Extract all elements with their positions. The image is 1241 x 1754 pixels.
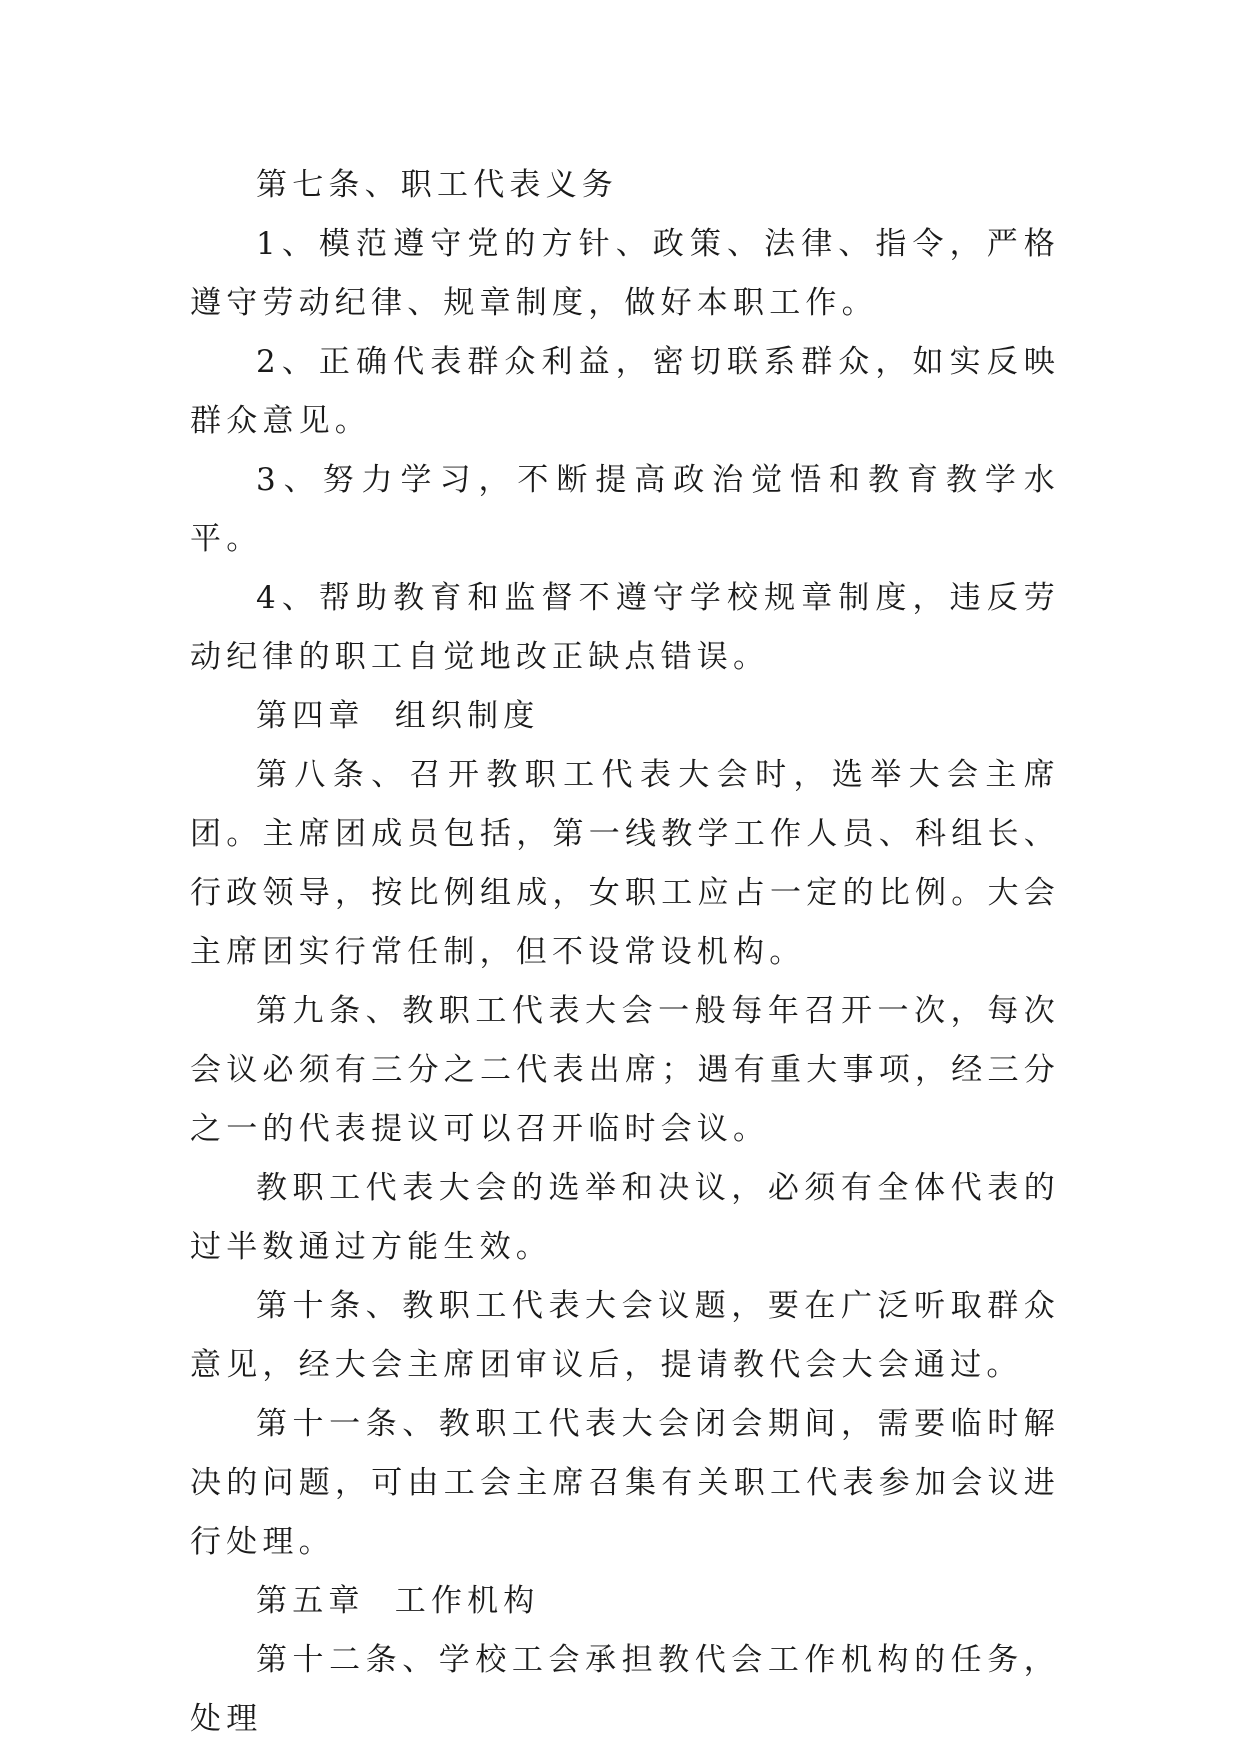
duty-item-3: 3、努力学习，不断提高政治觉悟和教育教学水平。 bbox=[190, 462, 1060, 557]
voting-paragraph: 教职工代表大会的选举和决议，必须有全体代表的过半数通过方能生效。 bbox=[190, 1170, 1060, 1265]
chapter-4-heading: 第四章 组织制度 bbox=[256, 698, 540, 734]
duty-item-1: 1、模范遵守党的方针、政策、法律、指令，严格遵守劳动纪律、规章制度，做好本职工作。 bbox=[190, 226, 1060, 321]
chapter-5-heading: 第五章 工作机构 bbox=[256, 1583, 540, 1619]
duty-item-2: 2、正确代表群众利益，密切联系群众，如实反映群众意见。 bbox=[190, 344, 1060, 439]
article-12-paragraph: 第十二条、学校工会承担教代会工作机构的任务，处理 bbox=[190, 1642, 1060, 1737]
article-8-paragraph: 第八条、召开教职工代表大会时，选举大会主席团。主席团成员包括，第一线教学工作人员、科组长、行政领导，按比例组成，女职工应占一定的比例。大会主席团实行常任制，但不设常设机构。 bbox=[190, 757, 1060, 970]
duty-item-4: 4、帮助教育和监督不遵守学校规章制度，违反劳动纪律的职工自觉地改正缺点错误。 bbox=[190, 580, 1060, 675]
article-10-paragraph: 第十条、教职工代表大会议题，要在广泛听取群众意见，经大会主席团审议后，提请教代会大会通过。 bbox=[190, 1288, 1060, 1383]
article-9-paragraph: 第九条、教职工代表大会一般每年召开一次，每次会议必须有三分之二代表出席；遇有重大事项，经三分之一的代表提议可以召开临时会议。 bbox=[190, 993, 1060, 1147]
article-7-heading: 第七条、职工代表义务 bbox=[256, 167, 618, 203]
document-body bbox=[190, 156, 1060, 1749]
article-11-paragraph: 第十一条、教职工代表大会闭会期间，需要临时解决的问题，可由工会主席召集有关职工代表参加会议进行处理。 bbox=[190, 1406, 1060, 1560]
